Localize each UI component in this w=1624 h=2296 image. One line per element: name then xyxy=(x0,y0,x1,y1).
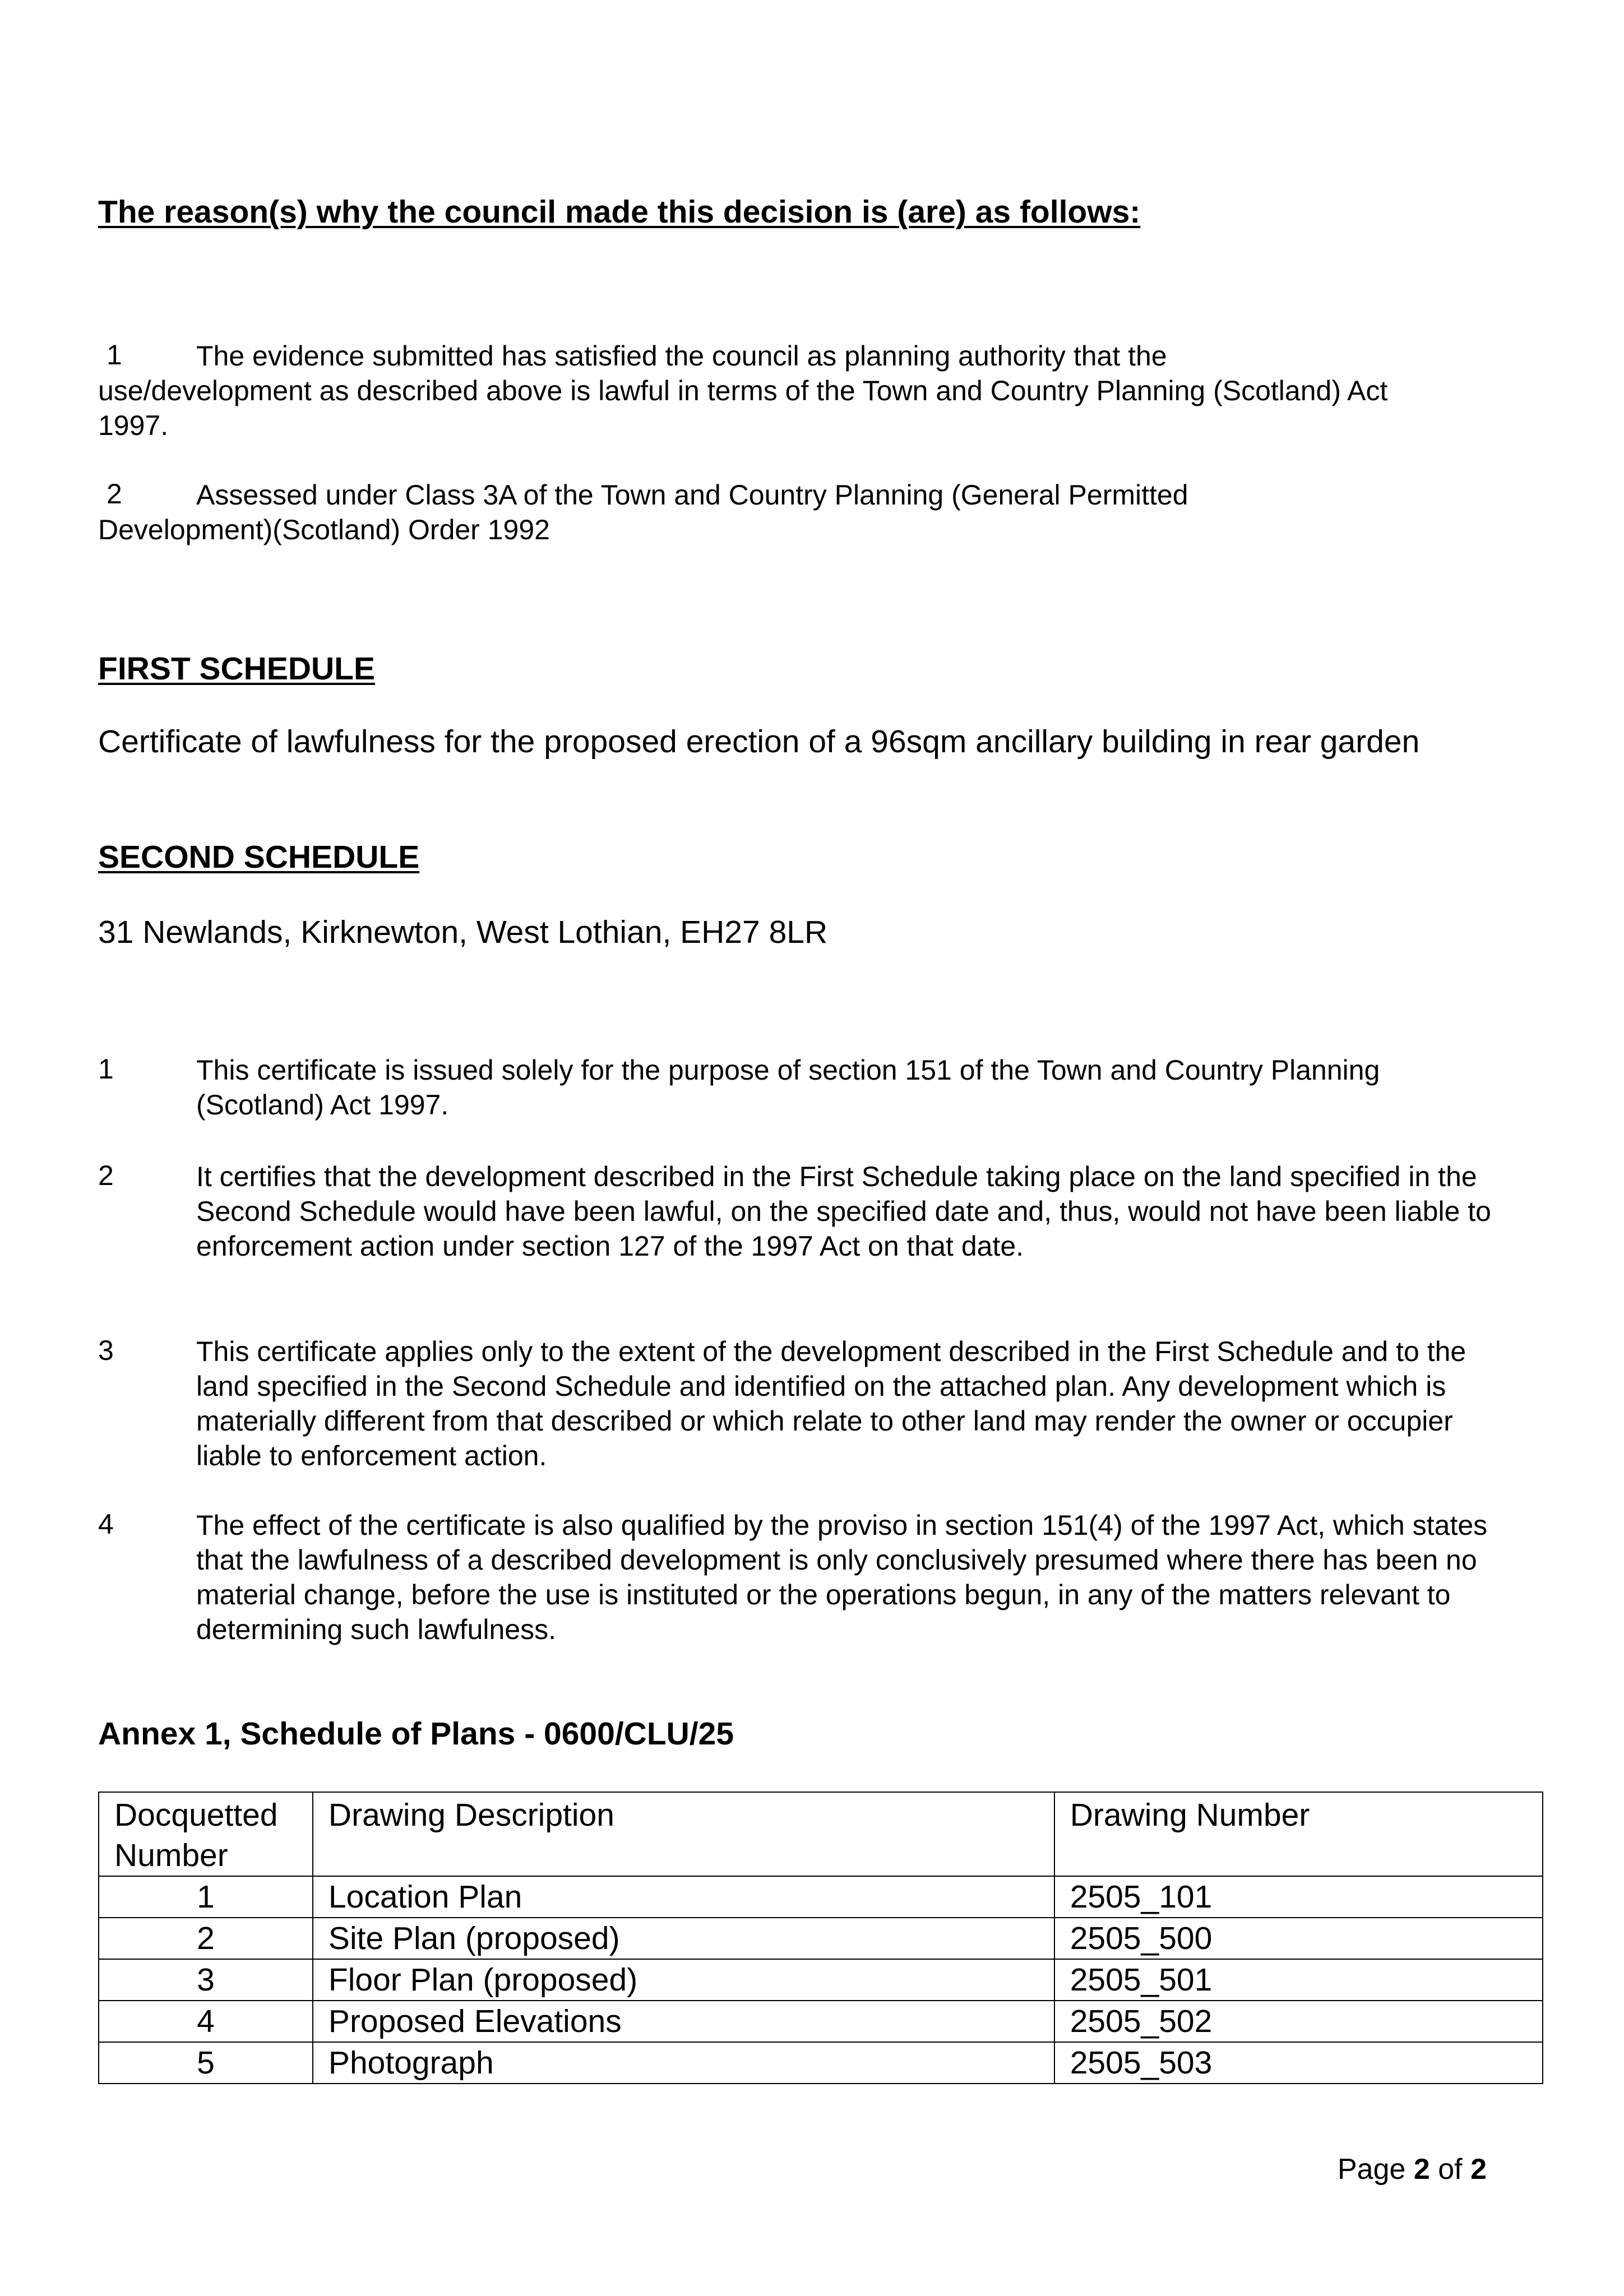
column-header-docquetted-number: Docquetted Number xyxy=(99,1792,313,1876)
table-row xyxy=(99,1918,1543,1959)
condition-2-number: 2 xyxy=(98,1160,114,1191)
drawing-number-cell: 2505_101 xyxy=(1054,1876,1543,1918)
condition-4-text: The effect of the certificate is also qualified by the proviso in section 151(4) of the 1997 Act, which states that the lawfulness of a described development is only conclusively presumed where there has been no material change, before the use is instituted or the operations begun, in any of the matters relevant to determining such lawfulness. xyxy=(196,1510,1488,1645)
docquetted-number-cell: 4 xyxy=(99,2001,313,2042)
drawing-description-cell: Photograph xyxy=(313,2042,1054,2084)
annex-heading: Annex 1, Schedule of Plans - 0600/CLU/25 xyxy=(98,1716,734,1752)
docquetted-number-cell: 3 xyxy=(99,1959,313,2001)
page-number xyxy=(1338,2152,1487,2186)
drawing-number-cell: 2505_500 xyxy=(1054,1918,1543,1959)
second-schedule-text: 31 Newlands, Kirknewton, West Lothian, EH27 8LR xyxy=(98,914,828,950)
drawing-number-cell: 2505_503 xyxy=(1054,2042,1543,2084)
reason-2-number: 2 xyxy=(107,478,122,510)
reason-2-text: Development)(Scotland) Order 1992 xyxy=(98,514,550,545)
table-row xyxy=(99,1876,1543,1918)
table-row xyxy=(99,1959,1543,2001)
page-total: 2 xyxy=(1470,2153,1487,2186)
reason-1-first-line: The evidence submitted has satisfied the council as planning authority that the xyxy=(196,340,1167,372)
reason-2-first-line: Assessed under Class 3A of the Town and Country Planning (General Permitted xyxy=(196,479,1188,511)
table-row xyxy=(99,2042,1543,2084)
reason-1-text: use/development as described above is lawful in terms of the Town and Country Planning (Scotland) Act 1997. xyxy=(98,375,1388,441)
column-header-drawing-description: Drawing Description xyxy=(313,1792,1054,1876)
docquetted-number-cell: 5 xyxy=(99,2042,313,2084)
docquetted-number-cell: 2 xyxy=(99,1918,313,1959)
reasons-heading: The reason(s) why the council made this decision is (are) as follows: xyxy=(98,194,1141,230)
drawing-description-cell: Location Plan xyxy=(313,1876,1054,1918)
condition-3-number: 3 xyxy=(98,1335,114,1366)
first-schedule-text: Certificate of lawfulness for the proposed erection of a 96sqm ancillary building in rear garden xyxy=(98,724,1420,760)
drawing-description-cell: Site Plan (proposed) xyxy=(313,1918,1054,1959)
condition-3-text: This certificate applies only to the extent of the development described in the First Schedule and to the land specified in the Second Schedule and identified on the attached plan. Any development which is materially different from that described or which relate to other land may render the owner or occupier liable to enforcement action. xyxy=(196,1336,1466,1471)
column-header-drawing-number: Drawing Number xyxy=(1054,1792,1543,1876)
second-schedule-heading: SECOND SCHEDULE xyxy=(98,839,420,875)
table-header-row xyxy=(99,1792,1543,1876)
drawing-description-cell: Floor Plan (proposed) xyxy=(313,1959,1054,2001)
drawing-number-cell: 2505_501 xyxy=(1054,1959,1543,2001)
drawing-description-cell: Proposed Elevations xyxy=(313,2001,1054,2042)
first-schedule-heading: FIRST SCHEDULE xyxy=(98,651,376,687)
page-of-label: of xyxy=(1438,2153,1463,2186)
condition-2-text: It certifies that the development described in the First Schedule taking place on the land specified in the Second Schedule would have been lawful, on the specified date and, thus, would not have been liable to enforcement action under section 127 of the 1997 Act on that date. xyxy=(196,1161,1491,1262)
drawing-number-cell: 2505_502 xyxy=(1054,2001,1543,2042)
page-current: 2 xyxy=(1413,2153,1430,2186)
reason-1-number: 1 xyxy=(107,339,122,371)
plans-table xyxy=(98,1792,1543,2084)
condition-1-number: 1 xyxy=(98,1053,114,1085)
page-label: Page xyxy=(1337,2153,1406,2186)
condition-4-number: 4 xyxy=(98,1508,114,1540)
docquetted-number-cell: 1 xyxy=(99,1876,313,1918)
condition-1-text: This certificate is issued solely for the purpose of section 151 of the Town and Country Planning (Scotland) Act 1997. xyxy=(196,1054,1380,1121)
table-row xyxy=(99,2001,1543,2042)
